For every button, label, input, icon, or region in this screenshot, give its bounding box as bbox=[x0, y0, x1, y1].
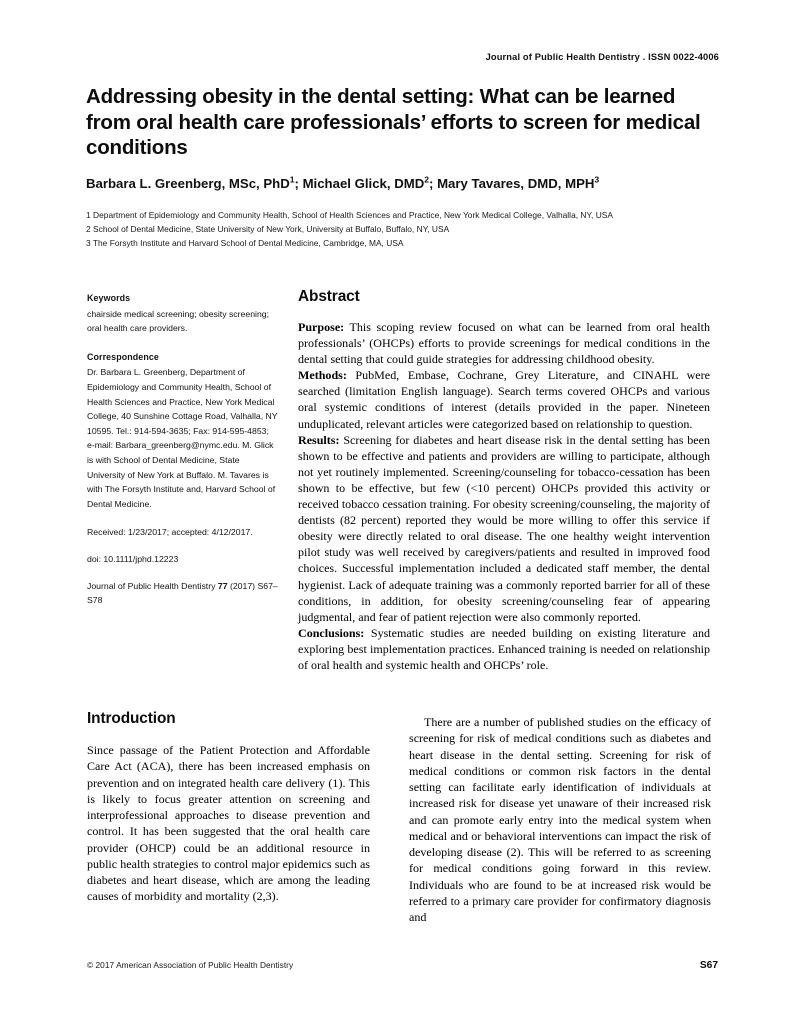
abstract-methods-text: PubMed, Embase, Cochrane, Grey Literature, and CINAHL were searched (limitation English language). Search terms covered OHCPs and various oral systemic conditions of interest (details provided in the paper. Nineteen unduplicated, relevant articles were categorized based on relationship to question. bbox=[298, 368, 710, 431]
article-metadata-sidebar bbox=[87, 291, 279, 608]
citation-volume: 77 bbox=[217, 580, 228, 591]
affiliation-list bbox=[86, 208, 718, 251]
introduction-paragraph-2: There are a number of published studies on the efficacy of screening for risk of medical conditions such as diabetes and heart disease in the dental setting. Screening for risk of medical conditions or common risk factors in the dental setting can facilitate early identification of individuals at increased risk for disease yet unaware of their increased risk and can promote early entry into the medical system when medical and or behavioral interventions can impact the risk of developing disease (2). This will be referred to as screening for medical conditions going forward in this review. Individuals who are found to be at increased risk would be referred to a primary care provider for confirmatory diagnosis and bbox=[409, 715, 711, 924]
abstract-conclusions-text: Systematic studies are needed building on existing literature and exploring best implementation practices. Enhanced training is needed on relationship of oral health and systemic health and OHCPs’ role. bbox=[298, 625, 710, 672]
copyright-text: © 2017 American Association of Public Health Dentistry bbox=[87, 960, 294, 970]
citation-pages: (2017) S67–S78 bbox=[87, 580, 278, 606]
author-1-affiliation-marker: 1 bbox=[289, 174, 295, 185]
spacer bbox=[87, 567, 279, 579]
abstract-methods bbox=[298, 367, 710, 431]
abstract-conclusions bbox=[298, 625, 710, 673]
introduction-column-right bbox=[409, 714, 711, 925]
correspondence-heading: Correspondence bbox=[87, 351, 159, 362]
page-number: S67 bbox=[699, 960, 718, 971]
author-list bbox=[86, 175, 718, 192]
author-2-affiliation-marker: 2 bbox=[424, 174, 430, 185]
correspondence-text: Dr. Barbara L. Greenberg, Department of Epidemiology and Community Health, School of Health Sciences and Practice, New York Medical College, 40 Sunshine Cottage Road, Valhalla, NY 10595. Tel.: 914-594-3635; Fax: 914-595-4853; e-mail: Barbara_greenberg@nymc.edu. M. Glick is with School of Dental Medicine, State University of New York at Buffalo. M. Tavares is with The Forsyth Institute and, Harvard School of Dental Medicine. bbox=[87, 367, 278, 509]
spacer bbox=[87, 336, 279, 350]
abstract-conclusions-label: Conclusions: bbox=[298, 625, 365, 640]
introduction-column-left bbox=[87, 742, 370, 905]
author-separator-1: ; Michael Glick, DMD bbox=[294, 175, 425, 191]
title-block bbox=[86, 84, 718, 250]
citation-journal: Journal of Public Health Dentistry bbox=[87, 580, 218, 591]
abstract-purpose-label: Purpose: bbox=[298, 320, 345, 334]
affiliation-item: 1 Department of Epidemiology and Community Health, School of Health Sciences and Practice, New York Medical College, Valhalla, NY, USA bbox=[86, 209, 614, 220]
abstract-results bbox=[298, 432, 710, 625]
abstract-methods-label: Methods: bbox=[298, 368, 347, 383]
keywords-text: chairside medical screening; obesity screening; oral health care providers. bbox=[87, 308, 270, 334]
author-separator-2: ; Mary Tavares, DMD, MPH bbox=[429, 175, 595, 191]
abstract-heading: Abstract bbox=[298, 288, 360, 305]
introduction-heading: Introduction bbox=[87, 710, 176, 727]
abstract-results-label: Results: bbox=[298, 432, 340, 447]
abstract-section bbox=[298, 288, 710, 673]
abstract-purpose-text: This scoping review focused on what can be learned from oral health professionals’ (OHCPs) efforts to provide screenings for medical conditions in the dental setting that could guide strategies for addressing childhood obesity. bbox=[298, 320, 710, 367]
introduction-paragraph-1: Since passage of the Patient Protection and Affordable Care Act (ACA), there has been increased emphasis on prevention and on integrated health care delivery (1). This is likely to focus greater attention on screening and interprofessional approaches to disease prevention and control. It has been suggested that the oral health care provider (OHCP) could be an additional resource in public health strategies to control major epidemics such as diabetes and heart disease, which are among the leading causes of morbidity and mortality (2,3). bbox=[87, 743, 370, 904]
spacer bbox=[87, 540, 279, 552]
page-footer bbox=[87, 960, 718, 971]
affiliation-item: 3 The Forsyth Institute and Harvard School of Dental Medicine, Cambridge, MA, USA bbox=[86, 238, 404, 249]
received-accepted-text: Received: 1/23/2017; accepted: 4/12/2017. bbox=[87, 527, 253, 538]
journal-citation bbox=[87, 579, 279, 608]
journal-running-head: Journal of Public Health Dentistry . ISSN 0022-4006 bbox=[485, 52, 719, 62]
author-1: Barbara L. Greenberg, MSc, PhD bbox=[86, 175, 290, 191]
abstract-results-text: Screening for diabetes and heart disease risk in the dental setting has been shown to be effective and patients and providers are willing to participate, although not yet routinely implemented. Screening/counseling for tobacco-cessation has been shown to be effective, but few (<10 percent) OHCPs provided this activity or received tobacco cessation training. For obesity screening/counseling, the majority of dentists (82 percent) reported they would be more willing to offer this service if obesity were directly related to oral disease. The one healthy weight intervention pilot study was well received by caregivers/patients and resulted in improved food choices. Successful implementation included a dedicated staff member, the dental hygienist. Lack of adequate training was a commonly reported barrier for all of these conditions, in addition, for obesity screening/counseling fear of appearing judgmental, and fear of patient rejection were also commonly reported. bbox=[298, 432, 710, 624]
keywords-heading: Keywords bbox=[87, 293, 131, 303]
spacer bbox=[87, 511, 279, 525]
abstract-purpose bbox=[298, 319, 710, 367]
affiliation-item: 2 School of Dental Medicine, State University of New York, University at Buffalo, Buffalo, NY, USA bbox=[86, 223, 450, 234]
doi-text: doi: 10.1111/jphd.12223 bbox=[87, 553, 179, 564]
page-title: Addressing obesity in the dental setting: What can be learned from oral health care professionals’ efforts to screen for medical conditions bbox=[86, 85, 701, 159]
author-3-affiliation-marker: 3 bbox=[594, 174, 600, 185]
